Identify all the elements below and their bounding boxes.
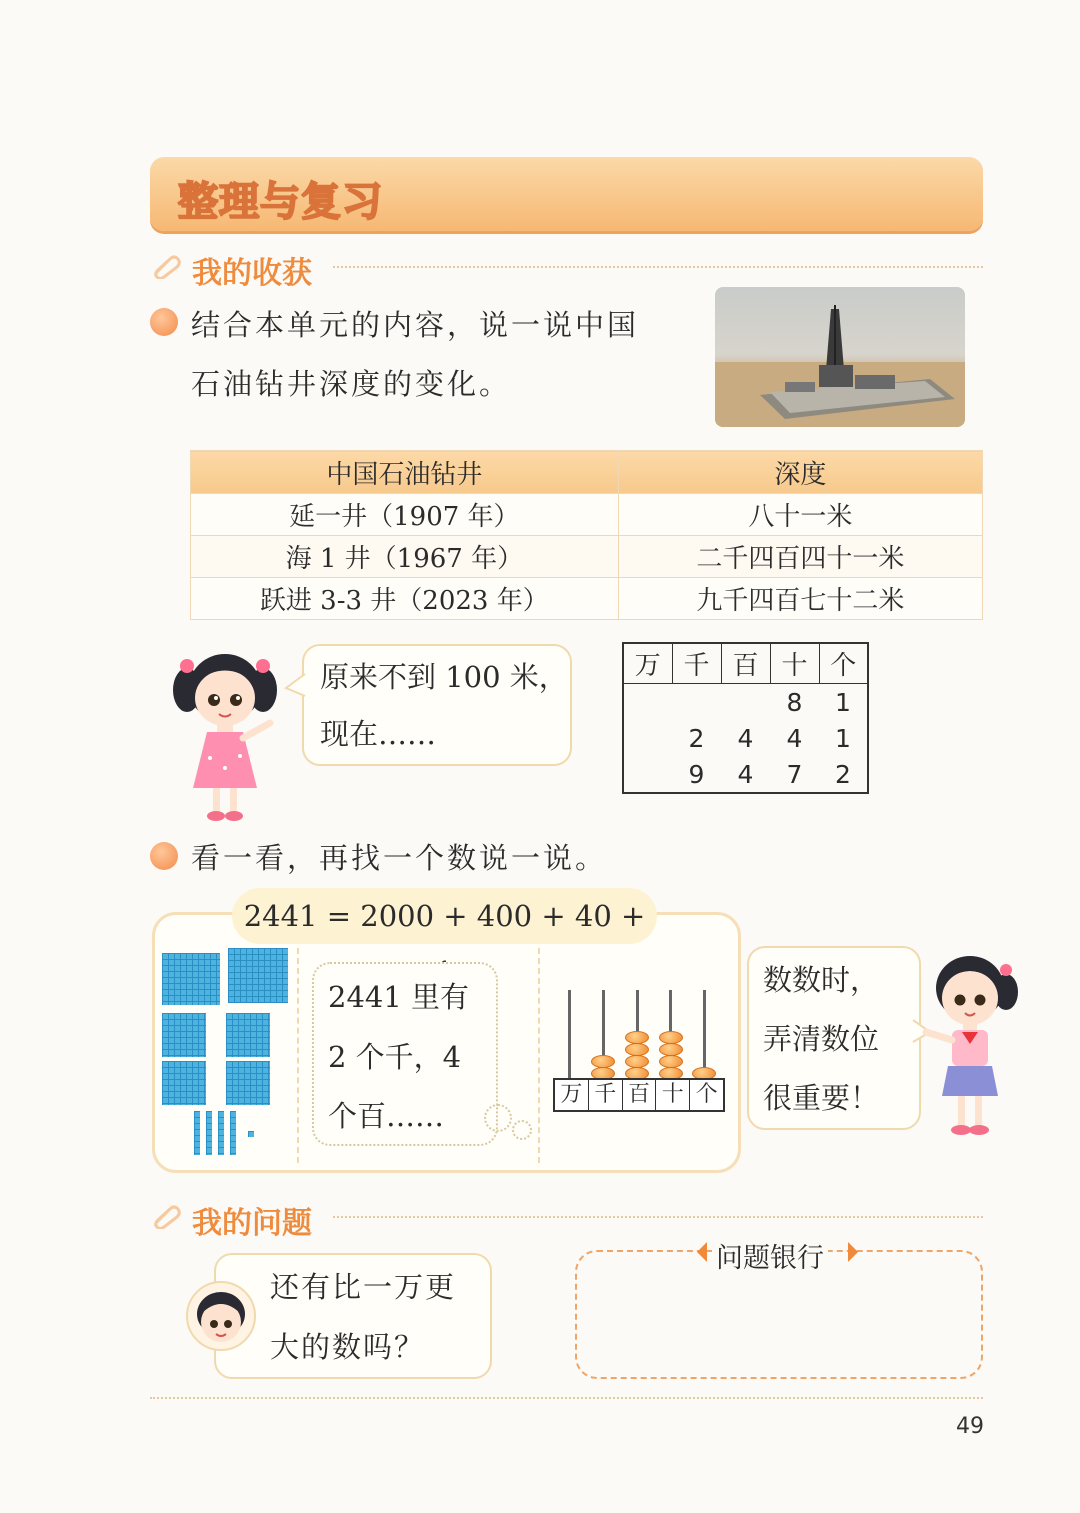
bullet-dot [150,308,178,336]
digit-cell: 4 [737,759,754,789]
table-header: 中国石油钻井 [191,451,619,494]
abacus-bead [659,1055,683,1068]
thought-dot [512,1120,532,1140]
place-header: 万 [623,643,672,684]
hundred-flat [162,1061,206,1105]
table-cell: 二千四百四十一米 [618,536,982,578]
digit-cell [672,684,721,721]
table-row [191,578,983,620]
ten-rod [230,1111,236,1155]
bubble-text: 现在…… [320,717,437,751]
section-heading-harvest: 我的收获 [192,256,312,291]
table-header: 深度 [618,451,982,494]
abacus-label: 个 [695,1082,718,1107]
abacus-bead [591,1055,615,1068]
divider [297,948,299,1163]
abacus-label: 万 [555,1080,589,1110]
ten-rod [194,1111,200,1155]
place-header: 个 [819,643,868,684]
divider [333,1216,983,1218]
girl-illustration [918,940,1028,1145]
abacus-label: 百 [623,1080,657,1110]
abacus-label: 十 [656,1080,690,1110]
bubble-text: 数数时， [763,963,880,997]
abacus-base [553,1078,725,1112]
bubble-text: 原来不到 100 米， [320,660,568,694]
paperclip-icon [152,1203,182,1229]
page-number: 49 [956,1414,984,1439]
bubble-text: 还有比一万更 [270,1270,457,1304]
prompt-line: 看一看，再找一个数说一说。 [191,841,608,875]
place-value-table [622,642,869,794]
digit-cell: 8 [786,687,803,717]
abacus-label: 千 [589,1080,623,1110]
digit-cell: 1 [835,723,851,753]
bullet-dot [150,842,178,870]
hundred-flat [226,1013,270,1057]
hundred-flat [226,1061,270,1105]
hundred-flat [162,1013,206,1057]
digit-cell: 9 [688,759,705,789]
table-cell: 延一井（1907 年） [191,494,619,536]
unit-cube [248,1131,254,1137]
table-row [623,720,868,756]
table-cell: 海 1 井（1967 年） [191,536,619,578]
place-header: 千 [672,643,721,684]
table-row [623,684,868,721]
divider [150,1397,983,1399]
ten-rod [206,1111,212,1155]
section-heading-questions: 我的问题 [192,1206,312,1241]
abacus [553,990,721,1080]
paperclip-icon [152,253,182,279]
abacus-bead [659,1043,683,1056]
question-bank-title: 问题银行 [712,1236,828,1275]
triangle-right-icon [848,1242,858,1262]
triangle-left-icon [697,1242,707,1262]
oil-rig-photo [715,287,965,427]
table-row [623,756,868,793]
digit-cell: 2 [835,759,851,789]
digit-cell: 1 [835,687,851,717]
thought-text: 2441 里有 [328,980,470,1014]
digit-cell [623,684,672,721]
table-row [191,494,983,536]
divider [333,266,983,268]
thousand-cube [162,953,220,1005]
page-title: 整理与复习 [178,179,383,225]
thought-text: 个百…… [328,1099,445,1133]
digit-cell: 4 [737,723,754,753]
place-header: 十 [770,643,819,684]
digit-cell: 2 [688,723,705,753]
table-cell: 跃进 3-3 井（2023 年） [191,578,619,620]
table-row [191,536,983,578]
digit-cell [623,756,672,793]
table-cell: 九千四百七十二米 [618,578,982,620]
girl-illustration [165,638,285,828]
table-cell: 八十一米 [618,494,982,536]
thought-dot [484,1104,512,1132]
oil-well-table [190,450,983,620]
prompt-line: 石油钻井深度的变化。 [191,367,512,401]
digit-cell [623,720,672,756]
digit-cell: 7 [786,759,803,789]
abacus-rod [568,990,571,1080]
digit-cell [721,684,770,721]
abacus-bead [625,1055,649,1068]
thousand-cube [228,948,288,1003]
bubble-text: 大的数吗？ [270,1330,426,1364]
abacus-bead [659,1031,683,1044]
place-header: 百 [721,643,770,684]
bubble-text: 很重要！ [763,1081,880,1115]
digit-cell: 4 [786,723,803,753]
prompt-line: 结合本单元的内容，说一说中国 [191,308,640,342]
ten-rod [218,1111,224,1155]
abacus-bead [625,1043,649,1056]
thought-text: 2 个千，4 [328,1040,462,1074]
equation: 2441 = 2000 + 400 + 40 + [232,888,657,944]
abacus-bead [625,1031,649,1044]
base-ten-blocks [160,945,295,1160]
boy-avatar [186,1280,256,1352]
bubble-text: 弄清数位 [763,1022,880,1056]
bubble-tail [284,672,306,698]
divider [538,948,540,1163]
